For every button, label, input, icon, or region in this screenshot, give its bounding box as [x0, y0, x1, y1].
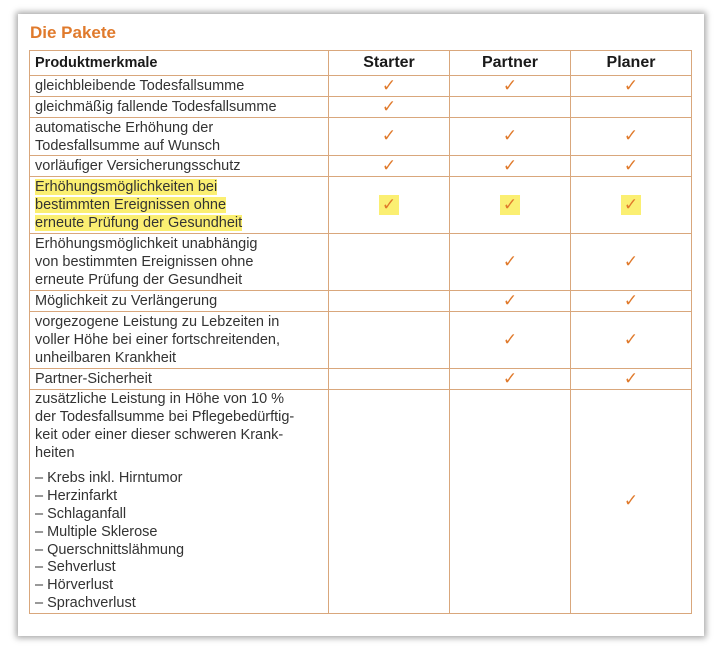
disease-list-item: – Herzinfarkt	[35, 488, 118, 505]
feature-cell	[30, 234, 329, 291]
feature-line: Möglichkeit zu Verlängerung	[35, 293, 218, 309]
checkmark-icon: ✓	[621, 195, 641, 215]
header-row	[30, 51, 692, 76]
checkmark-icon: ✓	[623, 491, 639, 511]
cell-starter	[329, 97, 450, 118]
feature-line: voller Höhe bei einer fortschreitenden,	[35, 332, 281, 348]
package-comparison-table	[29, 50, 692, 614]
cell-planer	[571, 97, 692, 118]
checkmark-icon: ✓	[381, 96, 397, 117]
table-row	[30, 97, 692, 118]
disease-list-item: – Sprachverlust	[35, 594, 136, 611]
checkmark-icon: ✓	[502, 368, 518, 389]
feature-cell	[30, 291, 329, 312]
checkmark-icon: ✓	[502, 329, 518, 350]
feature-line: vorläufiger Versicherungsschutz	[35, 158, 241, 174]
feature-line: zusätzliche Leistung in Höhe von 10 %	[35, 391, 285, 408]
feature-cell	[30, 369, 329, 390]
cell-starter	[329, 76, 450, 97]
disease-list	[35, 470, 323, 612]
feature-line: der Todesfallsumme bei Pflegebedürftig-	[35, 409, 295, 426]
table-row	[30, 390, 692, 614]
cell-partner	[450, 177, 571, 234]
table-row	[30, 118, 692, 156]
cell-partner	[450, 369, 571, 390]
checkmark-icon: ✓	[623, 290, 639, 311]
cell-starter	[329, 369, 450, 390]
feature-cell	[30, 76, 329, 97]
feature-line: heiten	[35, 445, 75, 462]
cell-planer	[571, 76, 692, 97]
cell-starter	[329, 390, 450, 614]
cell-starter	[329, 118, 450, 156]
highlighted-feature-line: Erhöhungsmöglichkeiten bei	[35, 179, 218, 195]
table-row	[30, 177, 692, 234]
table-row	[30, 156, 692, 177]
checkmark-icon: ✓	[502, 75, 518, 96]
checkmark-icon: ✓	[379, 195, 399, 215]
cell-planer	[571, 156, 692, 177]
feature-line: automatische Erhöhung der	[35, 119, 214, 136]
checkmark-icon: ✓	[623, 368, 639, 389]
checkmark-icon: ✓	[500, 195, 520, 215]
feature-cell	[30, 97, 329, 118]
cell-starter	[329, 156, 450, 177]
feature-line: Todesfallsumme auf Wunsch	[35, 137, 221, 154]
cell-starter	[329, 291, 450, 312]
cell-partner	[450, 312, 571, 369]
cell-starter	[329, 177, 450, 234]
feature-line: Erhöhungsmöglichkeit unabhängig	[35, 236, 258, 252]
feature-line	[35, 214, 323, 232]
highlighted-feature-line: bestimmten Ereignissen ohne	[35, 197, 227, 213]
header-planer: Planer	[571, 51, 692, 76]
cell-partner	[450, 76, 571, 97]
disease-list-item: – Hörverlust	[35, 577, 114, 594]
feature-cell	[30, 118, 329, 156]
cell-planer	[571, 390, 692, 614]
checkmark-icon: ✓	[623, 329, 639, 350]
feature-cell	[30, 177, 329, 234]
checkmark-icon: ✓	[623, 155, 639, 176]
cell-partner	[450, 156, 571, 177]
checkmark-icon: ✓	[623, 75, 639, 96]
table-row	[30, 312, 692, 369]
checkmark-icon: ✓	[381, 155, 397, 176]
cell-partner	[450, 291, 571, 312]
feature-line: unheilbaren Krankheit	[35, 350, 177, 366]
cell-planer	[571, 177, 692, 234]
cell-partner	[450, 390, 571, 614]
checkmark-icon: ✓	[623, 126, 639, 146]
table-row	[30, 76, 692, 97]
checkmark-icon: ✓	[381, 126, 397, 146]
disease-list-item: – Krebs inkl. Hirntumor	[35, 470, 183, 487]
feature-line: gleichbleibende Todesfallsumme	[35, 78, 245, 94]
feature-line: gleichmäßig fallende Todesfallsumme	[35, 99, 277, 115]
cell-partner	[450, 97, 571, 118]
page-title: Die Pakete	[30, 23, 116, 42]
feature-line: vorgezogene Leistung zu Lebzeiten in	[35, 314, 280, 330]
checkmark-icon: ✓	[623, 251, 639, 272]
feature-line	[35, 196, 323, 214]
disease-list-item: – Schlaganfall	[35, 505, 127, 522]
cell-partner	[450, 118, 571, 156]
header-partner: Partner	[450, 51, 571, 76]
cell-partner	[450, 234, 571, 291]
cell-planer	[571, 291, 692, 312]
cell-starter	[329, 312, 450, 369]
feature-line: von bestimmten Ereignissen ohne	[35, 254, 254, 270]
cell-starter	[329, 234, 450, 291]
table-row	[30, 369, 692, 390]
highlighted-feature-line: erneute Prüfung der Gesundheit	[35, 215, 243, 231]
cell-planer	[571, 118, 692, 156]
header-starter: Starter	[329, 51, 450, 76]
checkmark-icon: ✓	[381, 75, 397, 96]
checkmark-icon: ✓	[502, 126, 518, 146]
feature-line: erneute Prüfung der Gesundheit	[35, 272, 243, 288]
table-row	[30, 234, 692, 291]
feature-line: Partner-Sicherheit	[35, 371, 152, 387]
feature-cell	[30, 312, 329, 369]
disease-list-item: – Querschnittslähmung	[35, 541, 185, 558]
disease-list-item: – Sehverlust	[35, 559, 116, 576]
cell-planer	[571, 234, 692, 291]
header-produktmerkmale: Produktmerkmale	[30, 51, 329, 76]
disease-list-item: – Multiple Sklerose	[35, 523, 158, 540]
checkmark-icon: ✓	[502, 155, 518, 176]
checkmark-icon: ✓	[502, 290, 518, 311]
feature-line: keit oder einer dieser schweren Krank-	[35, 427, 284, 444]
feature-line	[35, 178, 323, 196]
feature-cell	[30, 390, 329, 614]
document-frame	[18, 14, 704, 636]
cell-planer	[571, 312, 692, 369]
table-row	[30, 291, 692, 312]
checkmark-icon: ✓	[502, 251, 518, 272]
feature-cell	[30, 156, 329, 177]
cell-planer	[571, 369, 692, 390]
